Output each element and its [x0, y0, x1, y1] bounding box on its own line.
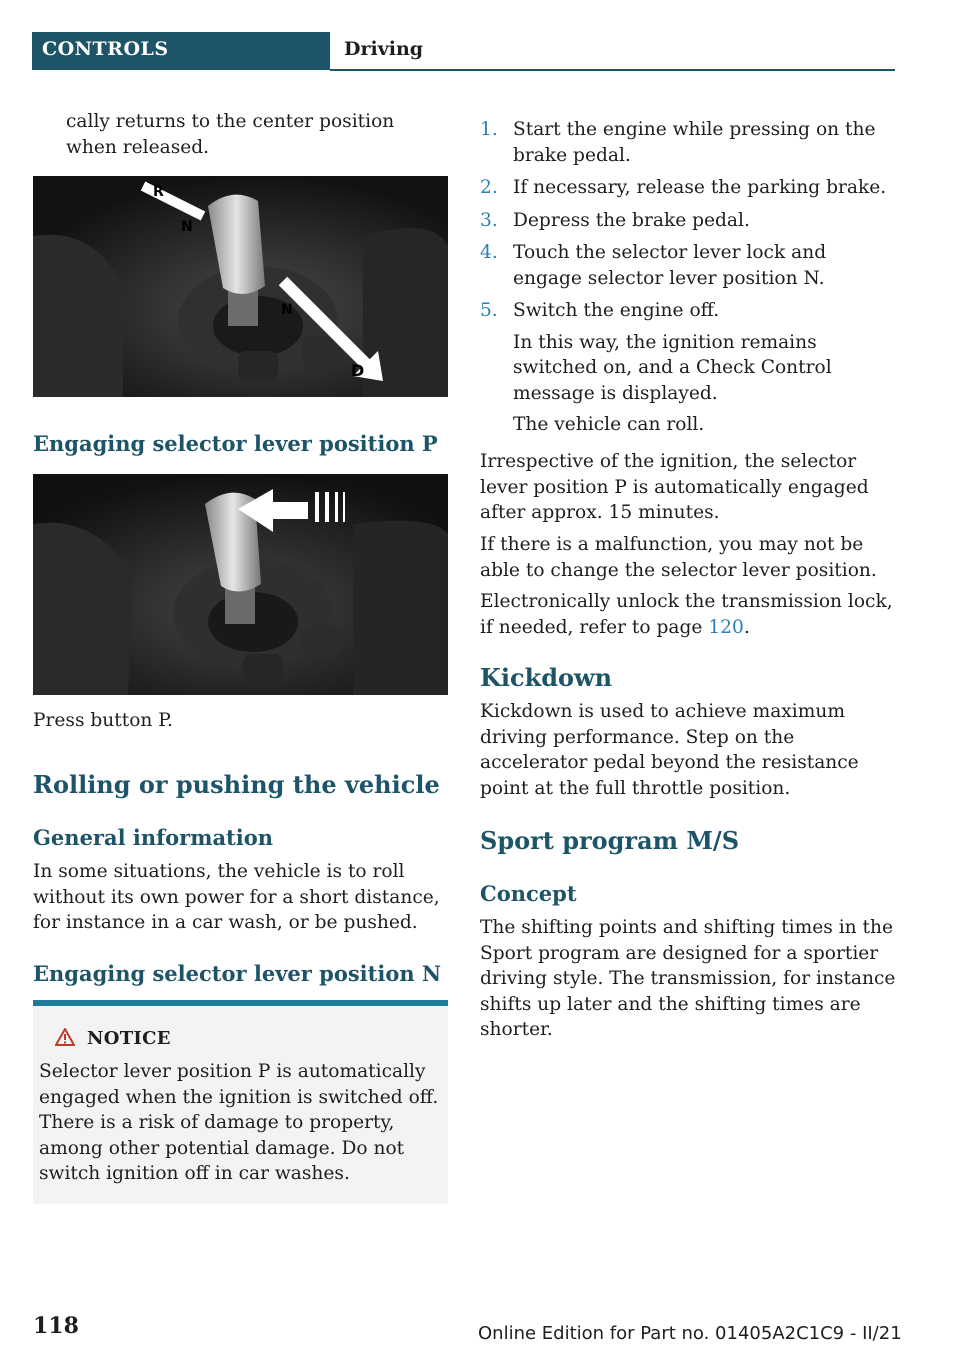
step5-note-roll: The vehicle can roll. [513, 414, 705, 435]
selector-lever-photo-shift [33, 176, 448, 397]
heading-general-information: General information [33, 825, 274, 850]
page-120-link[interactable]: 120 [708, 616, 744, 638]
edition-note: Online Edition for Part no. 01405A2C1C9 - II/21 [478, 1323, 902, 1344]
warning-triangle-icon [55, 1028, 75, 1051]
heading-concept: Concept [480, 881, 577, 906]
step-number: 1. [480, 119, 498, 140]
heading-rolling: Rolling or pushing the vehicle [33, 770, 440, 799]
kickdown-text: Kickdown is used to achieve maximum driving performance. Step on the accelerator pedal beyond the resistance point at the full throttle position. [480, 701, 859, 799]
selector-lever-photo-park [33, 474, 448, 695]
chapter-title: Driving [330, 32, 895, 70]
list-item [480, 240, 896, 291]
irrespective-text: Irrespective of the ignition, the selector lever position P is automatically engaged after approx. 15 minutes. [480, 451, 869, 523]
unlock-text [480, 589, 896, 640]
step-text: If necessary, release the parking brake. [513, 177, 887, 198]
step-number: 5. [480, 300, 498, 321]
step-number: 3. [480, 209, 498, 231]
notice-header [55, 1028, 171, 1051]
list-item [480, 117, 896, 168]
list-item [480, 298, 896, 324]
step-text: Start the engine while pressing on the brake pedal. [513, 119, 876, 166]
section-tab: CONTROLS [32, 32, 330, 70]
heading-engage-n: Engaging selector lever position N [33, 961, 442, 986]
label-d: D [351, 361, 365, 380]
step5-note-ignition: In this way, the ignition remains switched on, and a Check Control message is displayed. [513, 331, 832, 404]
header-rule [330, 69, 895, 71]
list-item [480, 208, 896, 234]
step-number: 4. [480, 242, 498, 263]
label-n-upper: N [181, 219, 193, 235]
intro-text: cally returns to the center position when released. [66, 111, 395, 158]
label-r: R [153, 184, 164, 200]
step-text: Depress the brake pedal. [513, 209, 750, 231]
notice-box [33, 1000, 448, 1204]
label-n-lower: N [281, 302, 293, 318]
general-information-text: In some situations, the vehicle is to roll without its own power for a short distance, for instance in a car wash, or be pushed. [33, 861, 440, 933]
notice-text: Selector lever position P is automatically engaged when the ignition is switched off. There is a risk of damage to property, among other potential damage. Do not switch ignition off in car washes. [39, 1061, 439, 1184]
press-button-p-text: Press button P. [33, 710, 173, 731]
step-text: Touch the selector lever lock and engage selector lever position N. [513, 242, 827, 289]
step-number: 2. [480, 177, 498, 198]
heading-sport-program: Sport program M/S [480, 826, 740, 855]
heading-kickdown: Kickdown [480, 663, 613, 692]
unlock-text-suffix: . [743, 616, 750, 638]
list-item [480, 175, 896, 201]
notice-title: NOTICE [87, 1028, 171, 1049]
malfunction-text: If there is a malfunction, you may not be able to change the selector lever position. [480, 534, 877, 581]
unlock-text-prefix: Electronically unlock the transmission lock, if needed, refer to page [480, 591, 893, 638]
step-text: Switch the engine off. [513, 300, 720, 321]
concept-text: The shifting points and shifting times in the Sport program are designed for a sportier driving style. The transmission, for instance shifts up later and the shifting times are shorter. [480, 917, 896, 1040]
procedure-list [480, 117, 896, 444]
page-number: 118 [33, 1313, 79, 1339]
heading-engage-p: Engaging selector lever position P [33, 431, 438, 456]
